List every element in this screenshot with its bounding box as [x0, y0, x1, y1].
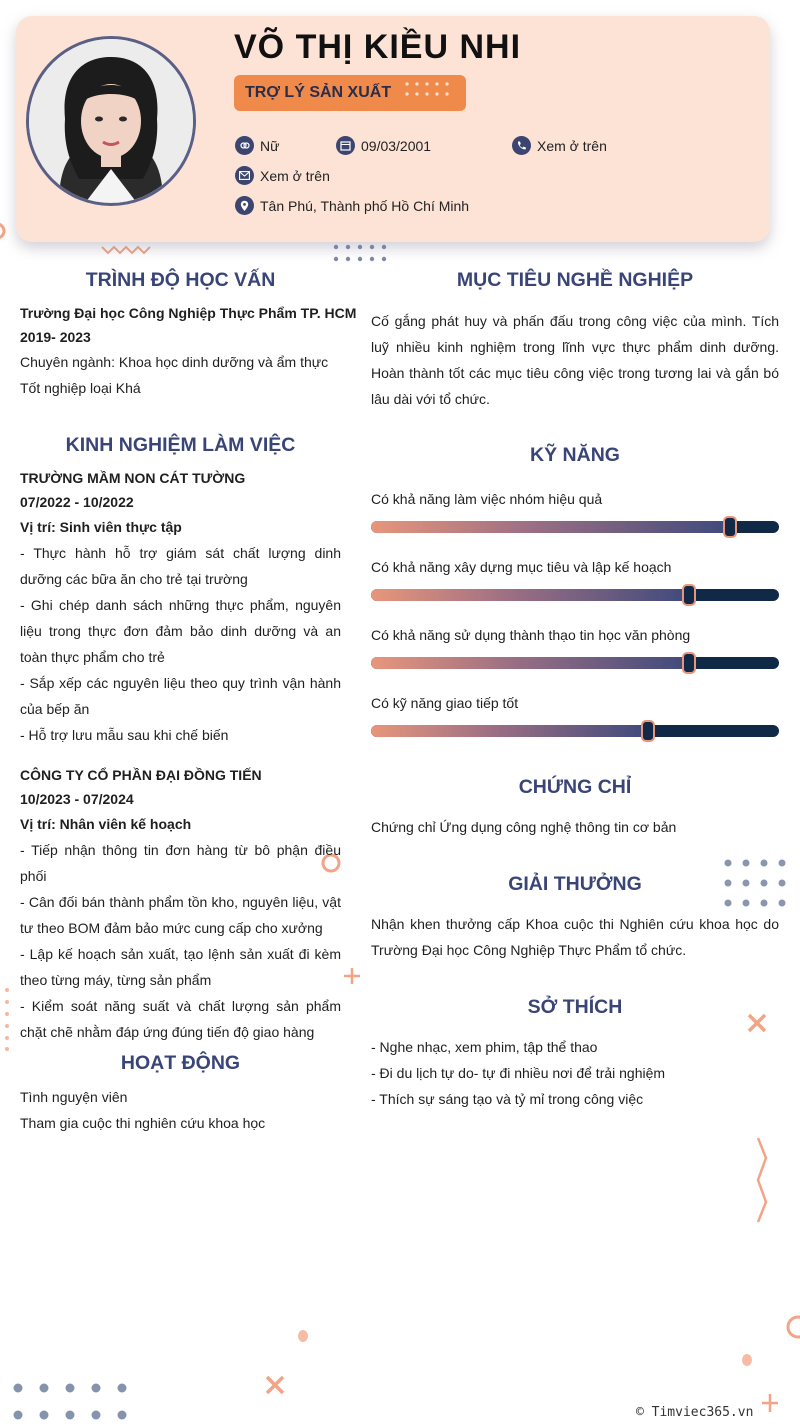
hobbies-heading: SỞ THÍCH — [527, 996, 623, 1018]
job-2-period: 10/2023 - 07/2024 — [20, 791, 134, 807]
hobby-item: - Thích sự sáng tạo và tỷ mỉ trong công việc — [371, 1091, 644, 1107]
skill-bar — [371, 657, 779, 669]
education-grade: Tốt nghiệp loại Khá — [20, 380, 141, 396]
job-2-company: CÔNG TY CỔ PHẦN ĐẠI ĐỒNG TIẾN — [20, 767, 262, 783]
awards-heading: GIẢI THƯỞNG — [508, 873, 642, 895]
avatar — [26, 36, 196, 206]
gender-info — [235, 136, 279, 155]
pill-dots-icon — [404, 81, 458, 103]
hobby-item: - Nghe nhạc, xem phim, tập thể thao — [371, 1039, 598, 1055]
job-2-details: - Tiếp nhận thông tin đơn hàng từ bô phận điều phối - Cân đối bán thành phẩm tồn kho, nguyên liệu, vật tư theo BOM đảm bảo mức cung cấp cho xưởng - Lập kế hoạch sản xuất, tạo lệnh sản xuất đi kèm theo từng máy, từng sản phẩm - Kiểm soát năng suất và chất lượng sản phẩm chặt chẽ nhằm đáp ứng đúng tiến độ giao hàng — [20, 842, 341, 1040]
job-title-text: TRỢ LÝ SẢN XUẤT — [245, 84, 392, 101]
activities-heading: HOẠT ĐỘNG — [120, 1052, 241, 1074]
decor-dots-left-column-icon — [2, 986, 12, 1052]
phone-value: Xem ở trên — [537, 137, 607, 154]
birthday-value: 09/03/2001 — [361, 137, 432, 154]
calendar-icon — [336, 136, 355, 155]
skill-bar — [371, 725, 779, 737]
phone-icon — [512, 136, 531, 155]
skill-knob — [682, 652, 696, 674]
gender-icon — [235, 136, 254, 155]
skill-bar — [371, 589, 779, 601]
email-icon — [235, 166, 254, 185]
education-major: Chuyên ngành: Khoa học dinh dưỡng và ẩm thực — [20, 354, 329, 370]
decor-ring-bottom-right-icon — [782, 1312, 800, 1342]
decor-dot-bottom-icon — [296, 1328, 310, 1344]
certificate-text: Chứng chỉ Ứng dụng công nghệ thông tin cơ bản — [371, 819, 677, 835]
hobby-item: - Đi du lịch tự do- tự đi nhiều nơi để trải nghiệm — [371, 1065, 666, 1081]
skill-label: Có khả năng xây dựng mục tiêu và lập kế hoạch — [371, 559, 672, 575]
education-heading: TRÌNH ĐỘ HỌC VẤN — [85, 269, 276, 291]
address-info — [235, 196, 469, 215]
decor-dot-bottom-right-icon — [740, 1352, 754, 1368]
email-value: Xem ở trên — [260, 167, 330, 184]
experience-heading: KINH NGHIỆM LÀM VIỆC — [65, 434, 296, 456]
skill-label: Có kỹ năng giao tiếp tốt — [371, 695, 519, 711]
job-title-badge — [234, 75, 466, 111]
awards-text: Nhận khen thưởng cấp Khoa cuộc thi Nghiên cứu khoa học do Trường Đại học Công Nghiệp Thực Phẩm tổ chức. — [371, 916, 779, 958]
job-1-details: - Thực hành hỗ trợ giám sát chất lượng dinh dưỡng các bữa ăn cho trẻ tại trường - Ghi chép danh sách những thực phẩm, nguyên liệu trong thực đơn đảm bảo dinh dưỡng và an toàn thực phẩm cho trẻ - Sắp xếp các nguyên liệu theo quy trình vận hành của bếp ăn - Hỗ trợ lưu mẫu sau khi chế biến — [20, 545, 341, 743]
decor-plus-bottom-icon — [760, 1392, 780, 1414]
address-value: Tân Phú, Thành phố Hồ Chí Minh — [260, 197, 470, 214]
job-1-position: Vị trí: Sinh viên thực tập — [20, 519, 182, 535]
footer-watermark: © Timviec365.vn — [636, 1405, 754, 1420]
email-info — [235, 166, 330, 185]
skills-heading: KỸ NĂNG — [530, 444, 620, 466]
decor-left-ring-icon — [0, 222, 12, 242]
gender-value: Nữ — [260, 137, 280, 154]
skill-label: Có khả năng sử dụng thành thạo tin học văn phòng — [371, 627, 691, 643]
skill-fill — [371, 589, 689, 601]
skill-knob — [723, 516, 737, 538]
activity-item: Tình nguyện viên — [20, 1089, 128, 1105]
education-period: 2019- 2023 — [20, 329, 91, 345]
job-1-period: 07/2022 - 10/2022 — [20, 494, 134, 510]
education-school: Trường Đại học Công Nghiệp Thực Phẩm TP. HCM — [20, 305, 357, 321]
birthday-info — [336, 136, 431, 155]
job-1-company: TRƯỜNG MẦM NON CÁT TƯỜNG — [20, 470, 246, 486]
decor-zigzag-icon — [754, 1136, 770, 1224]
job-2-position: Vị trí: Nhân viên kế hoạch — [20, 816, 192, 832]
phone-info — [512, 136, 607, 155]
candidate-name: VÕ THỊ KIỀU NHI — [234, 28, 522, 66]
decor-x-bottom-icon — [264, 1374, 286, 1396]
skill-fill — [371, 725, 648, 737]
decor-plus-icon — [342, 966, 362, 986]
location-icon — [235, 196, 254, 215]
skill-knob — [682, 584, 696, 606]
skill-fill — [371, 521, 730, 533]
skill-fill — [371, 657, 689, 669]
decor-dots-bottom-left-icon — [10, 1378, 134, 1422]
skill-knob — [641, 720, 655, 742]
skill-bar — [371, 521, 779, 533]
objective-heading: MỤC TIÊU NGHỀ NGHIỆP — [456, 269, 694, 291]
objective-text: Cố gắng phát huy và phấn đấu trong công việc của mình. Tích luỹ nhiều kinh nghiệm trong lĩnh vực thực phẩm dinh dưỡng. Hoàn thành tốt các mục tiêu công việc trong tương lai và gắn bó lâu dài với tổ chức. — [371, 313, 779, 407]
skill-label: Có khả năng làm việc nhóm hiệu quả — [371, 491, 603, 507]
certificates-heading: CHỨNG CHỈ — [518, 776, 632, 798]
decor-wave-icon — [100, 244, 154, 256]
activity-item: Tham gia cuộc thi nghiên cứu khoa học — [20, 1115, 266, 1131]
